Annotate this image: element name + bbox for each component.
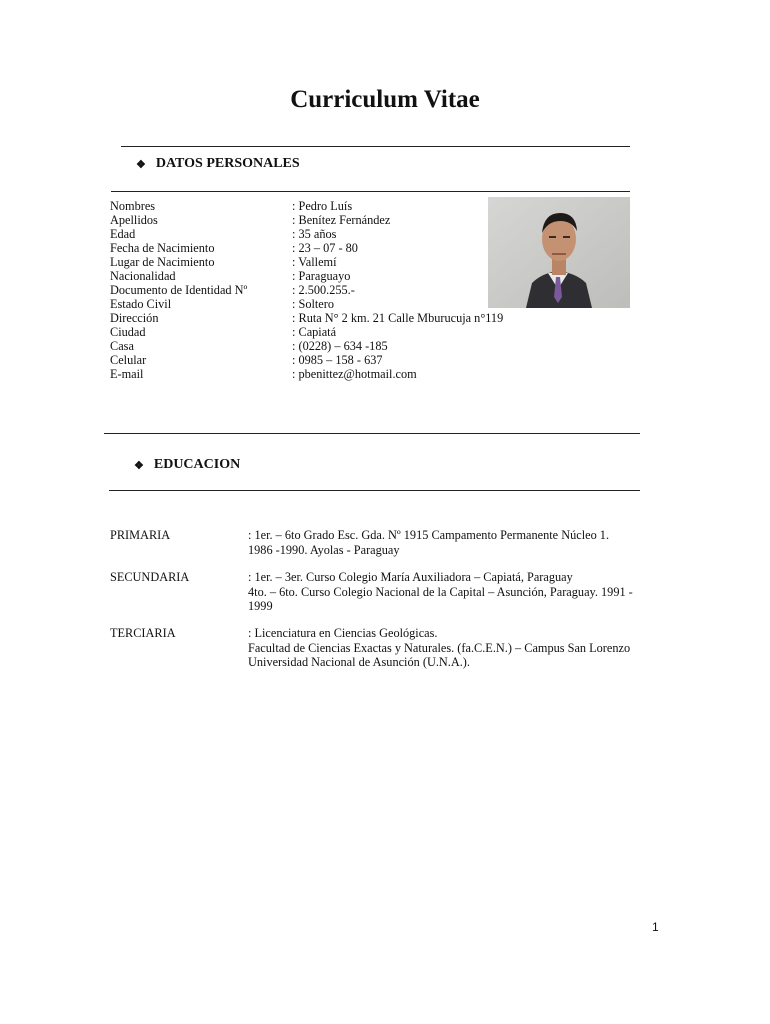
field-value: : Pedro Luís (292, 199, 353, 213)
personal-data-row (110, 353, 503, 367)
field-label: Casa (110, 339, 134, 353)
diamond-bullet-icon: ❖ (134, 459, 144, 472)
divider (121, 146, 630, 147)
field-value: : Capiatá (292, 325, 337, 339)
field-value: : (0228) – 634 -185 (292, 339, 388, 353)
field-value: : 0985 – 158 - 637 (292, 353, 383, 367)
divider (109, 490, 640, 491)
education-level: TERCIARIA (110, 626, 176, 640)
personal-data-row (110, 339, 503, 353)
field-label: Fecha de Nacimiento (110, 241, 215, 255)
education-detail (248, 528, 668, 557)
divider (111, 191, 630, 192)
education-level: PRIMARIA (110, 528, 171, 542)
education-row-secundaria (110, 570, 668, 614)
field-label: Lugar de Nacimiento (110, 255, 215, 269)
personal-data-row (110, 255, 503, 269)
personal-data-row (110, 311, 503, 325)
education-detail (248, 570, 668, 614)
personal-data-row (110, 227, 503, 241)
personal-data-row (110, 213, 503, 227)
page-number: 1 (652, 920, 659, 934)
field-value: : 2.500.255.- (292, 283, 355, 297)
field-value: : 35 años (292, 227, 337, 241)
education-line: : 1er. – 6to Grado Esc. Gda. Nº 1915 Campamento Permanente Núcleo 1. (248, 528, 610, 542)
page-title: Curriculum Vitae (290, 86, 480, 113)
field-label: E-mail (110, 367, 144, 381)
section-heading-label: EDUCACION (153, 457, 241, 472)
education-row-primaria (110, 528, 668, 557)
field-label: Dirección (110, 311, 159, 325)
field-label: Documento de Identidad Nº (110, 283, 248, 297)
education-detail (248, 626, 668, 670)
field-label: Estado Civil (110, 297, 172, 311)
field-value: : Ruta N° 2 km. 21 Calle Mburucuja n°119 (292, 311, 504, 325)
personal-data-row (110, 241, 503, 255)
personal-data-row (110, 367, 503, 381)
field-value: : Soltero (292, 297, 335, 311)
field-value: : 23 – 07 - 80 (292, 241, 358, 255)
education-line: : 1er. – 3er. Curso Colegio María Auxiliadora – Capiatá, Paraguay (248, 570, 573, 584)
education-line: : Licenciatura en Ciencias Geológicas. (248, 626, 438, 640)
education-level: SECUNDARIA (110, 570, 190, 584)
section-heading-label: DATOS PERSONALES (155, 156, 300, 171)
field-label: Celular (110, 353, 147, 367)
field-value: : Benítez Fernández (292, 213, 391, 227)
section-heading-education (134, 457, 240, 473)
personal-data-row (110, 325, 503, 339)
personal-data-row (110, 283, 503, 297)
personal-data-list (110, 199, 503, 381)
education-line: Facultad de Ciencias Exactas y Naturales. (fa.C.E.N.) – Campus San Lorenzo (248, 640, 631, 655)
field-value: : Paraguayo (292, 269, 351, 283)
field-value: : pbenittez@hotmail.com (292, 367, 417, 381)
diamond-bullet-icon: ❖ (136, 158, 146, 171)
field-label: Edad (110, 227, 136, 241)
profile-photo (488, 197, 630, 308)
personal-data-row (110, 297, 503, 311)
field-label: Ciudad (110, 325, 146, 339)
divider (104, 433, 640, 434)
education-line: 4to. – 6to. Curso Colegio Nacional de la Capital – Asunción, Paraguay. 1991 - (248, 584, 633, 599)
education-line: 1999 (248, 599, 273, 613)
personal-data-row (110, 199, 503, 213)
field-value: : Vallemí (292, 255, 337, 269)
education-line: 1986 -1990. Ayolas - Paraguay (248, 542, 400, 557)
field-label: Nombres (110, 199, 156, 213)
section-heading-personal (136, 156, 300, 172)
person-portrait-icon (488, 197, 630, 308)
education-row-terciaria (110, 626, 668, 670)
field-label: Apellidos (110, 213, 158, 227)
field-label: Nacionalidad (110, 269, 176, 283)
education-line: Universidad Nacional de Asunción (U.N.A.). (248, 655, 470, 669)
personal-data-row (110, 269, 503, 283)
